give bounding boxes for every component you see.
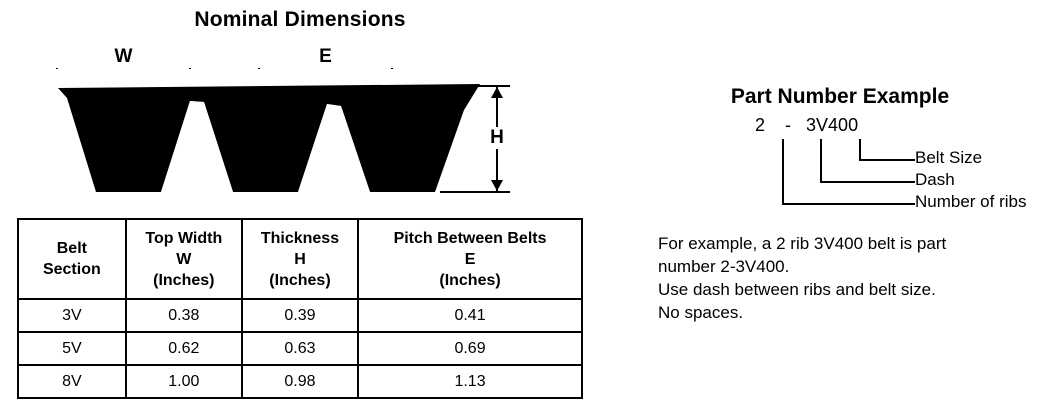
table-header-thickness: Thickness H (Inches) [242, 219, 358, 299]
nominal-dimensions-title: Nominal Dimensions [194, 8, 406, 31]
leader-dash-vertical [820, 139, 822, 183]
belt-profile-shape [58, 84, 480, 192]
dimension-e-label: E [312, 46, 339, 67]
table-header-pitch-between-belts: Pitch Between Belts E (Inches) [358, 219, 582, 299]
description-line: For example, a 2 rib 3V400 belt is part [658, 234, 947, 253]
dimension-e-label-wrap [258, 46, 393, 68]
leader-dash-horizontal [820, 181, 915, 183]
leader-ribs-horizontal [782, 203, 915, 205]
callout-dash: Dash [915, 170, 955, 189]
cell-thickness: 0.63 [242, 332, 358, 365]
callout-belt-size: Belt Size [915, 148, 983, 167]
cell-thickness: 0.39 [242, 299, 358, 332]
cell-top-width: 0.62 [126, 332, 242, 365]
table-row [18, 332, 582, 365]
leader-belt-size-vertical [859, 139, 861, 161]
dimension-h-up-arrow-icon [491, 87, 503, 98]
cell-top-width: 0.38 [126, 299, 242, 332]
part-number-example-title: Part Number Example [730, 85, 950, 108]
part-number-belt-size: 3V400 [806, 115, 859, 135]
part-number-ribs: 2 [754, 115, 765, 135]
dimension-h-label: H [483, 127, 511, 149]
belt-cross-section-diagram [40, 80, 490, 200]
table-header-belt-section: Belt Section [18, 219, 126, 299]
callout-number-of-ribs: Number of ribs [915, 192, 1027, 211]
description-line: Use dash between ribs and belt size. [658, 280, 936, 299]
table-header-row [18, 219, 582, 299]
cell-pitch: 0.41 [358, 299, 582, 332]
table-row [18, 299, 582, 332]
description-line: No spaces. [658, 303, 744, 322]
dimension-w-label-wrap [56, 46, 191, 68]
dimension-w-label: W [108, 46, 140, 67]
cell-top-width: 1.00 [126, 365, 242, 398]
dimension-h-down-arrow-icon [491, 180, 503, 191]
dimension-e [258, 46, 393, 68]
cell-thickness: 0.98 [242, 365, 358, 398]
table-header-top-width: Top Width W (Inches) [126, 219, 242, 299]
leader-ribs-vertical [782, 139, 784, 205]
cell-belt-section: 8V [18, 365, 126, 398]
cell-pitch: 0.69 [358, 332, 582, 365]
part-number-panel [640, 0, 1064, 412]
part-number-dash: - [785, 115, 792, 135]
description-line: number 2-3V400. [658, 257, 790, 276]
dimension-w [56, 46, 191, 68]
cell-belt-section: 3V [18, 299, 126, 332]
part-number-string [750, 115, 858, 136]
cell-belt-section: 5V [18, 332, 126, 365]
leader-belt-size-horizontal [859, 159, 915, 161]
cell-pitch: 1.13 [358, 365, 582, 398]
belt-dimensions-table [17, 218, 583, 399]
part-number-description [658, 232, 1058, 324]
table-row [18, 365, 582, 398]
dimension-h [487, 85, 507, 193]
